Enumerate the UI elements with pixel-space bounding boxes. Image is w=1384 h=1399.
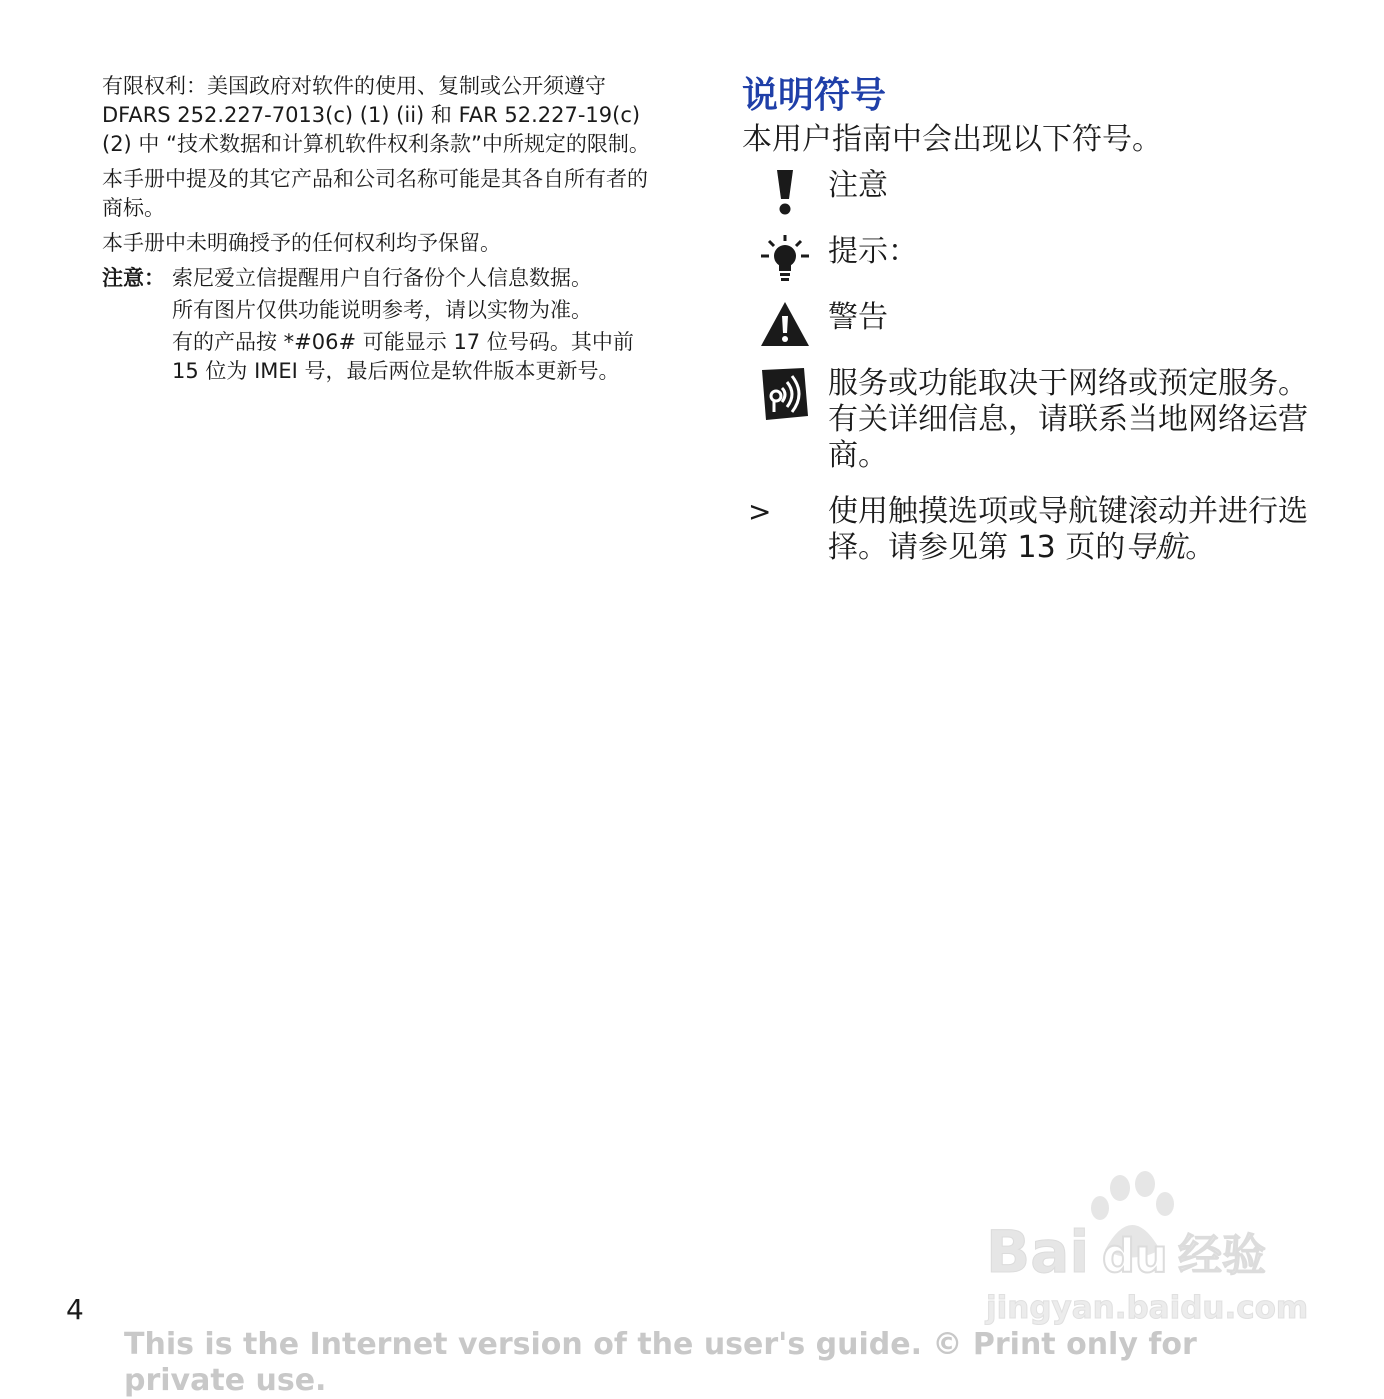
navigation-text: 使用触摸选项或导航键滚动并进行选择。请参见第 13 页的 bbox=[828, 494, 1308, 565]
lightbulb-icon bbox=[742, 234, 828, 282]
symbol-row-service bbox=[742, 366, 1322, 474]
symbol-row-warning bbox=[742, 300, 1322, 360]
footer-note: This is the Internet version of the user's guide. © Print only for private use. bbox=[124, 1327, 1197, 1398]
note-line-backup: 索尼爱立信提醒用户自行备份个人信息数据。 bbox=[172, 266, 592, 290]
left-column bbox=[102, 72, 662, 389]
network-service-icon bbox=[742, 366, 828, 422]
symbol-row-note bbox=[742, 168, 1322, 220]
page-number: 4 bbox=[66, 1293, 84, 1326]
navigation-link[interactable]: 导航 bbox=[1125, 530, 1186, 565]
exclamation-icon bbox=[742, 168, 828, 216]
navigation-end: 。 bbox=[1185, 530, 1216, 565]
rights-reserved-paragraph: 本手册中未明确授予的任何权利均予保留。 bbox=[102, 231, 501, 255]
svg-text:Bai: Bai bbox=[986, 1218, 1090, 1286]
trademark-paragraph: 本手册中提及的其它产品和公司名称可能是其各自所有者的商标。 bbox=[102, 167, 648, 220]
symbol-text-note: 注意 bbox=[828, 168, 888, 203]
note-block bbox=[102, 264, 662, 389]
navigation-instruction bbox=[828, 494, 1322, 566]
symbol-text-tip: 提示： bbox=[828, 234, 918, 269]
note-lines bbox=[172, 264, 662, 389]
note-line-images: 所有图片仅供功能说明参考，请以实物为准。 bbox=[172, 298, 592, 322]
warning-triangle-icon bbox=[742, 300, 828, 348]
note-label: 注意： bbox=[102, 266, 165, 290]
navigation-marker: > bbox=[748, 495, 772, 528]
right-column bbox=[742, 72, 1322, 566]
section-title: 说明符号 bbox=[742, 75, 887, 116]
symbol-row-navigation bbox=[742, 494, 1322, 566]
symbol-row-tip bbox=[742, 234, 1322, 290]
symbol-text-service: 服务或功能取决于网络或预定服务。有关详细信息，请联系当地网络运营商。 bbox=[828, 366, 1308, 473]
svg-text:jingyan.baidu.com: jingyan.baidu.com bbox=[986, 1290, 1309, 1326]
section-intro: 本用户指南中会出现以下符号。 bbox=[742, 122, 1162, 157]
symbol-text-warning: 警告 bbox=[828, 300, 888, 335]
baidu-watermark-logo bbox=[980, 1170, 1310, 1330]
note-line-imei: 有的产品按 *#06# 可能显示 17 位号码。其中前 15 位为 IMEI 号，最后两位是软件版本更新号。 bbox=[172, 330, 634, 383]
restricted-rights-paragraph: 有限权利：美国政府对软件的使用、复制或公开须遵守 DFARS 252.227-7013(c) (1) (ii) 和 FAR 52.227-19(c) (2) 中 “技术数据和计算机软件权利条款”中所规定的限制。 bbox=[102, 74, 650, 156]
svg-text:du: du bbox=[1102, 1229, 1168, 1283]
svg-text:经验: 经验 bbox=[1178, 1230, 1266, 1281]
